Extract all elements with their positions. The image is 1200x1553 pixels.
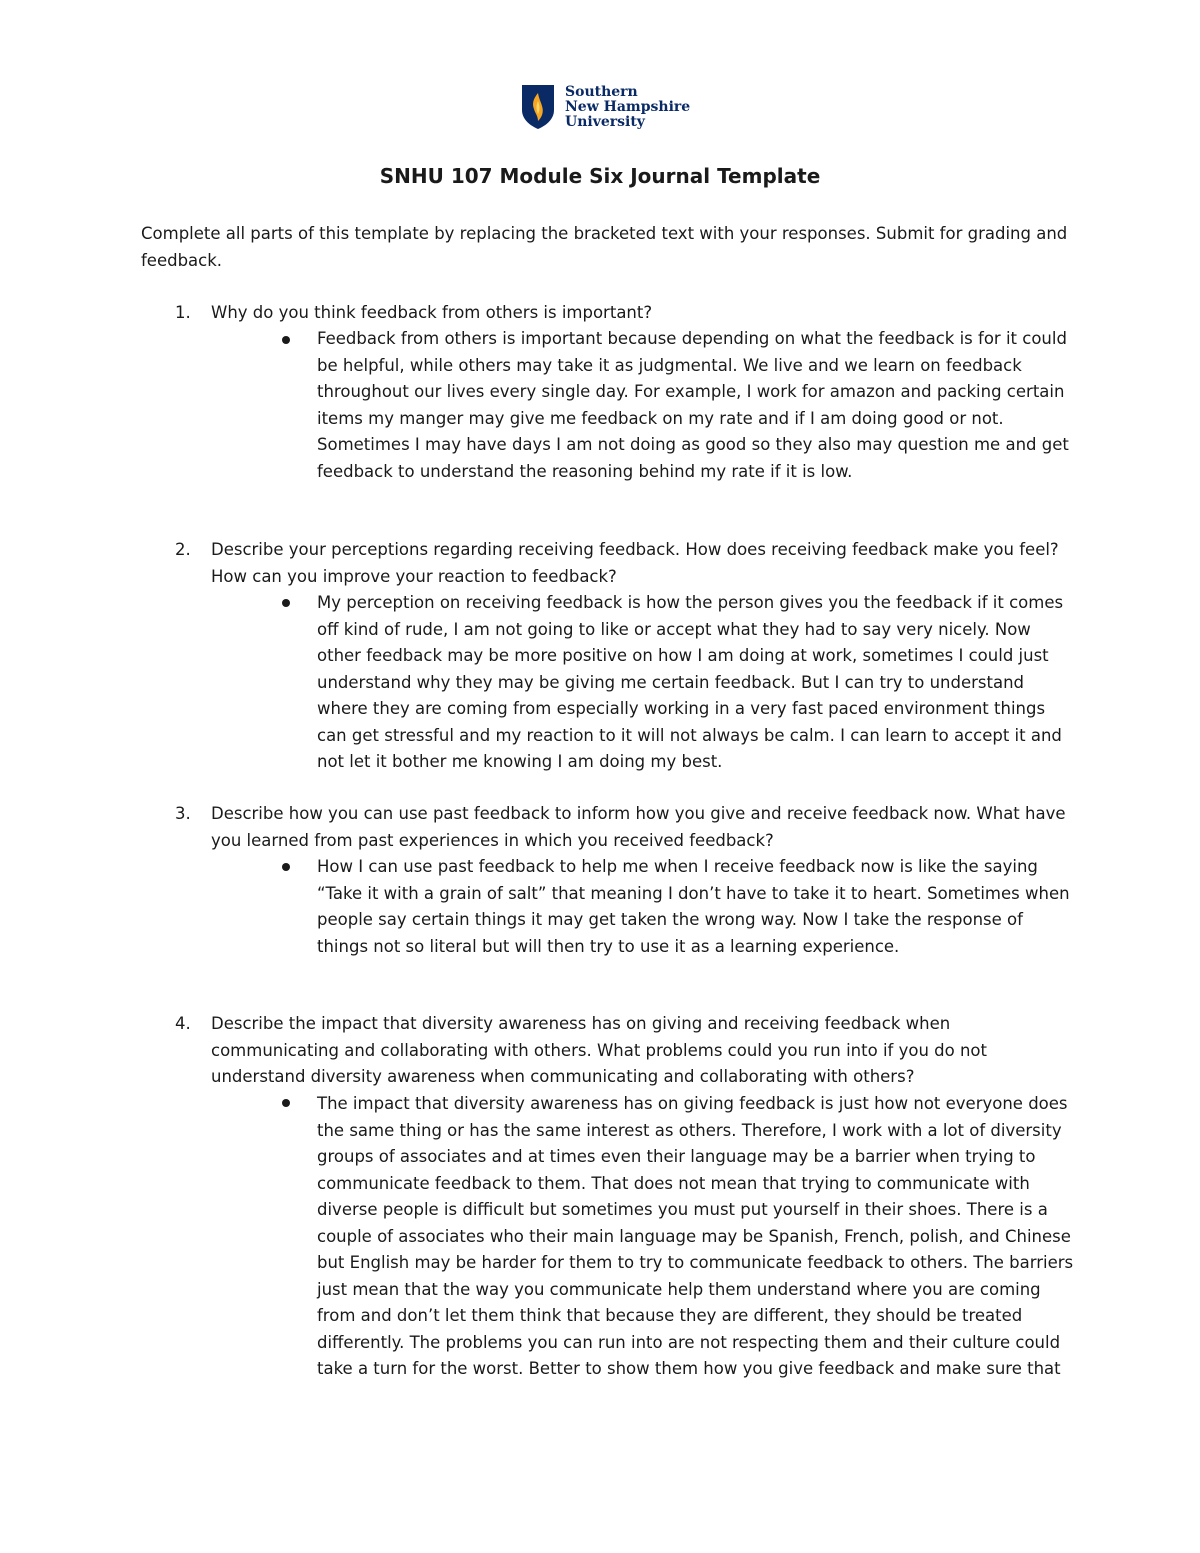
bullet-icon	[282, 1099, 290, 1107]
question-number: 4.	[175, 1014, 191, 1033]
logo-wordmark	[565, 85, 690, 130]
answer-text: How I can use past feedback to help me when I receive feedback now is like the saying “Take it with a grain of salt” that meaning I don’t have to take it to heart. Sometimes when people say certain things it may get taken the wrong way. Now I take the response of things not so literal but will then try to use it as a learning experience.	[317, 857, 1070, 956]
bullet-icon	[282, 599, 290, 607]
question-number: 1.	[175, 303, 191, 322]
question-number: 3.	[175, 804, 191, 823]
bullet-icon	[282, 863, 290, 871]
logo-line-1: Southern	[565, 83, 638, 100]
logo-line-2: New Hampshire	[565, 98, 691, 115]
bullet-icon	[282, 336, 290, 344]
document-title: SNHU 107 Module Six Journal Template	[379, 164, 821, 188]
university-logo	[521, 84, 690, 130]
answer-text: My perception on receiving feedback is how the person gives you the feedback if it comes off kind of rude, I am not going to like or accept what they had to say very nicely. Now other feedback may be more positive on how I am doing at work, sometimes I could just understand why they may be giving me certain feedback. But I can try to understand where they are coming from especially working in a very fast paced environment things can get stressful and my reaction to it will not always be calm. I can learn to accept it and not let it bother me knowing I am doing my best.	[317, 593, 1064, 771]
question-text: Describe how you can use past feedback to inform how you give and receive feedback now. What have you learned from past experiences in which you received feedback?	[211, 804, 1066, 850]
question-text: Describe the impact that diversity awareness has on giving and receiving feedback when communicating and collaborating with others. What problems could you run into if you do not understand diversity awareness when communicating and collaborating with others?	[211, 1014, 987, 1086]
answer-text: The impact that diversity awareness has on giving feedback is just how not everyone does the same thing or has the same interest as others. Therefore, I work with a lot of diversity groups of associates and at times even their language may be a barrier when trying to communicate feedback to them. That does not mean that trying to communicate with diverse people is difficult but sometimes you must put yourself in their shoes. There is a couple of associates who their main language may be Spanish, French, polish, and Chinese but English may be harder for them to try to communicate feedback to others. The barriers just mean that the way you communicate help them understand where you are coming from and don’t let them think that because they are different, they should be treated differently. The problems you can run into are not respecting them and their culture could take a turn for the worst. Better to show them how you give feedback and make sure that	[317, 1094, 1074, 1378]
question-number: 2.	[175, 540, 191, 559]
logo-line-3: University	[565, 113, 645, 130]
answer-text: Feedback from others is important because depending on what the feedback is for it could be helpful, while others may take it as judgmental. We live and we learn on feedback throughout our lives every single day. For example, I work for amazon and packing certain items my manger may give me feedback on my rate and if I am doing good or not. Sometimes I may have days I am not doing as good so they also may question me and get feedback to understand the reasoning behind my rate if it is low.	[317, 329, 1069, 481]
instructions-paragraph: Complete all parts of this template by replacing the bracketed text with your responses. Submit for grading and feedback.	[141, 224, 1068, 270]
question-text: Why do you think feedback from others is important?	[211, 303, 653, 322]
question-text: Describe your perceptions regarding receiving feedback. How does receiving feedback make you feel? How can you improve your reaction to feedback?	[211, 540, 1059, 586]
shield-flame-icon	[521, 84, 555, 130]
